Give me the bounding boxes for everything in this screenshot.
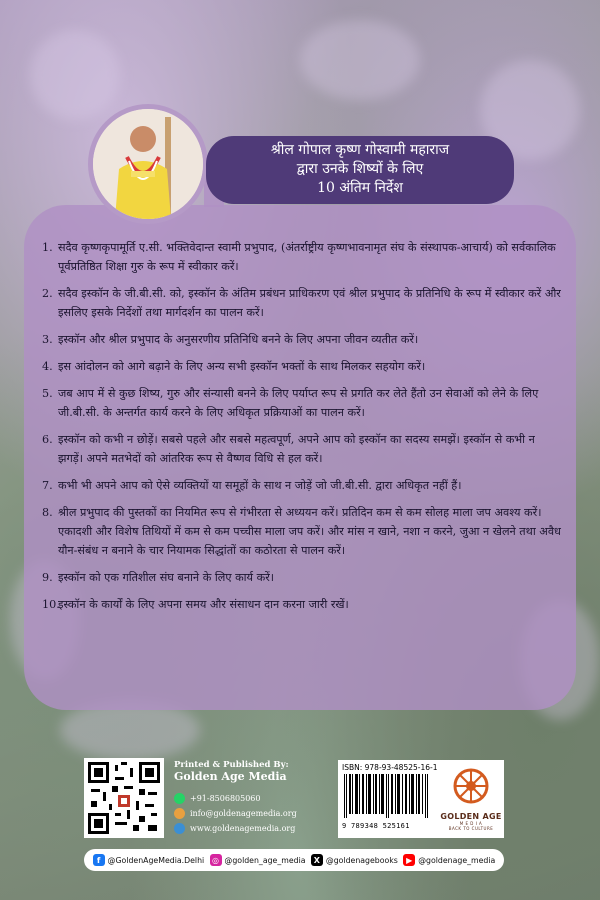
instruction-text: इस आंदोलन को आगे बढ़ाने के लिए अन्य सभी इस्कॉन भक्तों के साथ मिलकर सहयोग करें। <box>58 360 426 373</box>
publisher-name: Golden Age Media <box>174 770 287 783</box>
barcode-icon <box>342 774 432 818</box>
instagram-icon: ◎ <box>210 854 222 866</box>
golden-age-media-logo <box>438 760 504 838</box>
instruction-item <box>42 568 562 587</box>
instruction-number: 5. <box>42 387 53 400</box>
qr-code-icon <box>88 762 160 834</box>
whatsapp-icon <box>174 793 185 804</box>
instruction-number: 7. <box>42 479 53 492</box>
social-link-youtube[interactable] <box>403 854 495 866</box>
title-line-3: 10 अंतिम निर्देश <box>317 180 403 196</box>
publisher-info <box>174 760 324 836</box>
instruction-number: 9. <box>42 571 53 584</box>
instructions-list <box>42 238 562 622</box>
qr-code[interactable] <box>84 758 164 838</box>
social-link-instagram[interactable] <box>210 854 306 866</box>
logo-media: M E D I A <box>459 821 483 826</box>
globe-icon <box>174 823 185 834</box>
instruction-number: 1. <box>42 241 53 254</box>
instruction-text: श्रील प्रभुपाद की पुस्तकों का नियमित रूप से गंभीरता से अध्ययन करें। प्रतिदिन कम से कम सोलह माला जप अवश्य करें। एकादशी और विशेष तिथियों में कम से कम पच्चीस माला जप करें। और मांस न खाने, नशा न करने, जुआ न खेलने तथा अवैध यौन-संबंध न बनाने के चार नियामक सिद्धांतों का कठोरता से पालन करें। <box>58 506 561 557</box>
title-line-2: द्वारा उनके शिष्यों के लिए <box>296 161 424 177</box>
instruction-text: इस्कॉन के कार्यों के लिए अपना समय और संसाधन दान करना जारी रखें। <box>58 598 349 611</box>
instruction-number: 2. <box>42 287 53 300</box>
instruction-item <box>42 595 562 614</box>
email-text: info@goldenagemedia.org <box>190 809 297 818</box>
instruction-text: सदैव कृष्णकृपामूर्ति ए.सी. भक्तिवेदान्त स्वामी प्रभुपाद, (अंतर्राष्ट्रीय कृष्णभावनामृत संघ के संस्थापक-आचार्य) को सर्वकालिक पूर्वप्रतिष्ठित शिक्षा गुरु के रूप में स्वीकार करें। <box>58 241 556 273</box>
instruction-text: इस्कॉन और श्रील प्रभुपाद के अनुसरणीय प्रतिनिधि बनने के लिए अपना जीवन व्यतीत करें। <box>58 333 419 346</box>
x-icon: X <box>311 854 323 866</box>
logo-name: GOLDEN AGE <box>440 812 502 821</box>
isbn-label: ISBN: 978-93-48525-16-1 <box>342 763 438 772</box>
instruction-item <box>42 357 562 376</box>
social-link-facebook[interactable] <box>93 854 205 866</box>
title-line-1: श्रील गोपाल कृष्ण गोस्वामी महाराज <box>270 142 450 158</box>
wheel-logo-icon <box>451 766 491 806</box>
portrait-image <box>88 104 208 224</box>
phone-text: +91-8506805060 <box>190 794 261 803</box>
instruction-text: इस्कॉन को एक गतिशील संघ बनाने के लिए कार्य करें। <box>58 571 275 584</box>
instruction-item <box>42 503 562 560</box>
youtube-icon: ▶ <box>403 854 415 866</box>
instruction-item <box>42 284 562 322</box>
instruction-number: 10. <box>42 598 60 611</box>
publisher-label: Printed & Published By: <box>174 760 289 770</box>
social-link-x[interactable] <box>311 854 398 866</box>
background-bokeh <box>30 30 120 120</box>
instruction-number: 6. <box>42 433 53 446</box>
instruction-item <box>42 476 562 495</box>
isbn-digits: 9 789348 525161 <box>342 822 410 830</box>
instruction-text: जब आप में से कुछ शिष्य, गुरु और संन्यासी बनने के लिए पर्याप्त रूप से प्रगति कर लेते हैंतो उन सेवाओं को लेने के लिए जी.बी.सी. के अन्तर्गत कार्य करने के लिए अधिकृत प्रक्रियाओं का पालन करें। <box>58 387 539 419</box>
social-handle: @golden_age_media <box>224 855 306 865</box>
instruction-item <box>42 384 562 422</box>
email-icon <box>174 808 185 819</box>
title-banner <box>206 136 514 204</box>
instruction-item <box>42 330 562 349</box>
publisher-email[interactable] <box>174 806 324 821</box>
logo-tagline: BACK TO CULTURE <box>448 826 494 831</box>
instruction-number: 8. <box>42 506 53 519</box>
social-handle: @GoldenAgeMedia.Delhi <box>107 855 205 865</box>
instruction-text: इस्कॉन को कभी न छोड़ें। सबसे पहले और सबसे महत्वपूर्ण, अपने आप को इस्कॉन का सदस्य समझें। इस्कॉन से कभी न झगड़ें। अपने मतभेदों को आंतरिक रूप से वैष्णव विधि से हल करें। <box>58 433 535 465</box>
instruction-text: सदैव इस्कॉन के जी.बी.सी. को, इस्कॉन के अंतिम प्रबंधन प्राधिकरण एवं श्रील प्रभुपाद के प्रतिनिधि के रूप में स्वीकार करें और इसलिए इसके निर्देशों तथा मार्गदर्शन का पालन करें। <box>58 287 561 319</box>
instruction-item <box>42 238 562 276</box>
person-illustration-icon <box>93 109 203 219</box>
social-handle: @goldenagebooks <box>325 855 398 865</box>
publisher-phone[interactable] <box>174 791 324 806</box>
instruction-number: 4. <box>42 360 53 373</box>
instruction-number: 3. <box>42 333 53 346</box>
social-links-bar <box>84 849 504 871</box>
facebook-icon: f <box>93 854 105 866</box>
social-handle: @goldenage_media <box>418 855 496 865</box>
background-bokeh <box>300 20 420 100</box>
instruction-text: कभी भी अपने आप को ऐसे व्यक्तियों या समूहों के साथ न जोड़ें जो जी.बी.सी. द्वारा अधिकृत नहीं हैं। <box>58 479 462 492</box>
website-text: www.goldenagemedia.org <box>190 824 296 833</box>
instruction-item <box>42 430 562 468</box>
publisher-website[interactable] <box>174 821 324 836</box>
